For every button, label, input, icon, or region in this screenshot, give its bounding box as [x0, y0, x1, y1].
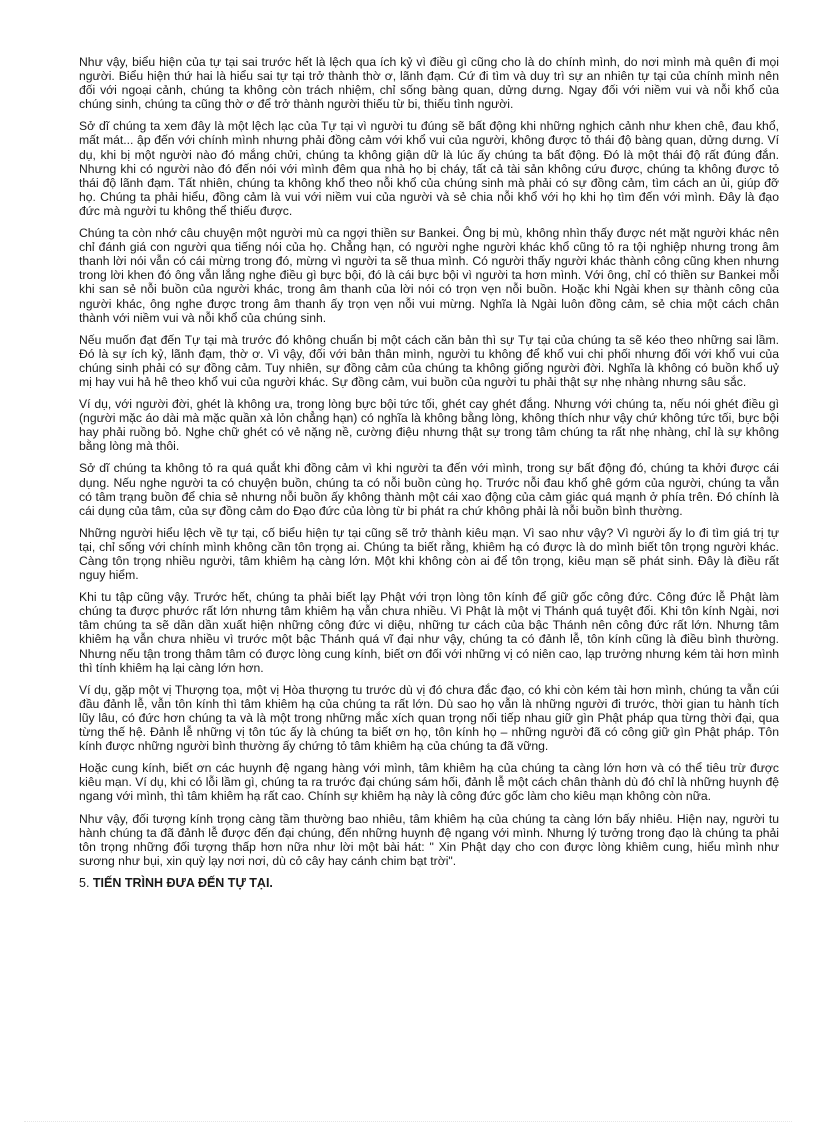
- document-page: [79, 55, 779, 890]
- paragraph-2: Sở dĩ chúng ta xem đây là một lệch lạc của Tự tại vì người tu đúng sẽ bất động khi những nghịch cảnh như khen chê, đau khổ, mất mát... ập đến với chính mình nhưng phải đồng cảm với khổ vui của người, không được tỏ thái độ bàng quan, dửng dưng. Ví dụ, khi bị một người nào đó mắng chửi, chúng ta không giận dữ là lúc ấy chúng ta bất động. Đó là một thái độ rất đúng đắn. Nhưng khi có người nào đó đến nói với mình đêm qua nhà họ bị cháy, tất cả tài sản không cứu được, chúng ta không được tỏ thái độ lãnh đạm. Tất nhiên, chúng ta không khổ theo nỗi khổ của chúng sinh mà phải có sự đồng cảm, tìm cách an ủi, giúp đỡ họ. Chúng ta phải hiểu, đồng cảm là vui với niềm vui của người và sẻ chia nỗi khổ với họ khi họ tìm đến với mình. Đây là đạo đức mà người tu không thể thiếu được.: [79, 119, 779, 218]
- paragraph-6: Sở dĩ chúng ta không tỏ ra quá quắt khi đồng cảm vì khi người ta đến với mình, trong sự bất động đó, chúng ta khởi được cái dụng. Nếu nghe người ta có chuyện buồn, chúng ta có nỗi buồn cùng họ. Trước nỗi đau khổ ghê gớm của người, chúng ta vẫn có tâm trạng buồn để chia sẻ nhưng nỗi buồn ấy không thành một cái xao động của cảm giác quá mạnh ở phía trên. Đó chính là cái dụng của tâm, của sự đồng cảm do Đạo đức của lòng từ bi phát ra chứ không phải là nỗi buồn bình thường.: [79, 461, 779, 518]
- paragraph-11: Như vậy, đối tượng kính trọng càng tầm thường bao nhiêu, tâm khiêm hạ của chúng ta càng lớn bấy nhiêu. Hiện nay, người tu hành chúng ta đã đảnh lễ được đến đại chúng, đến những huynh đệ ngang với mình. Nhưng lý tưởng trong đạo là chúng ta phải tôn trọng những đối tượng thấp hơn nữa như lời một bài hát: " Xin Phật dạy cho con được lòng khiêm cung, hiểu mình như sương như bụi, xin quỳ lạy nơi nơi, dù cỏ cây hay cánh chim bạt trời".: [79, 811, 779, 868]
- paragraph-8: Khi tu tập cũng vậy. Trước hết, chúng ta phải biết lạy Phật với trọn lòng tôn kính để giữ gốc công đức. Công đức lễ Phật làm chúng ta được phước rất lớn nhưng tâm khiêm hạ vẫn chưa nhiều. Vì Phật là một vị Thánh quá tuyệt đối. Khi tôn kính Ngài, nơi tâm chúng ta sẽ dần dần xuất hiện những công đức vi diệu, những tư cách của bậc Thánh nên công đức rất lớn. Nhưng tâm khiêm hạ vẫn chưa nhiều vì trước một bậc Thánh quá vĩ đại như vậy, chúng ta có đảnh lễ, tôn kính cũng là điều bình thường. Nhưng nếu tận trong thâm tâm có được lòng cung kính, biết ơn đối với những vị có niên cao, lạp trưởng nhưng kém tài hơn mình thì tính khiêm hạ lại càng lớn hơn.: [79, 590, 779, 675]
- section-title: TIẾN TRÌNH ĐƯA ĐẾN TỰ TẠI.: [92, 875, 273, 890]
- paragraph-5: Ví dụ, với người đời, ghét là không ưa, trong lòng bực bội tức tối, ghét cay ghét đắng. Nhưng với chúng ta, nếu nói ghét điều gì (người mặc áo dài mà mặc quần xà lỏn chẳng hạn) có nghĩa là không bằng lòng, không thích như vậy chứ không tức tối, bực bội hay phải ruồng bỏ. Nghe chữ ghét có vẻ nặng nề, cường điệu nhưng thật sự trong tâm chúng ta rất nhẹ nhàng, chỉ là sự không bằng lòng mà thôi.: [79, 397, 779, 454]
- paragraph-3: Chúng ta còn nhớ câu chuyện một người mù ca ngợi thiền sư Bankei. Ông bị mù, không nhìn thấy được nét mặt người khác nên chỉ đánh giá con người qua tiếng nói của họ. Chẳng hạn, có người nghe người khác khổ cũng tỏ ra tội nghiệp nhưng trong âm thanh lời nói vẫn có cái mừng trong đó, mừng vì người ta sẽ thua mình. Có người thấy người khác thành công cũng khen nhưng trong lời khen đó ông vẫn lắng nghe điều gì bực bội, đó là cái bực bội vì người ta hơn mình. Với ông, chỉ có thiền sư Bankei mỗi khi san sẻ nỗi buồn của người khác, trong âm thanh của lời nói có trọn vẹn nỗi buồn. Hoặc khi Ngài khen sự thành công của người khác, ông nghe được trong âm thanh ấy trọn vẹn nỗi vui mừng. Nghĩa là Ngài luôn đồng cảm, sẻ chia một cách chân thành với niềm vui và nỗi khổ của chúng sinh.: [79, 226, 779, 325]
- paragraph-10: Hoặc cung kính, biết ơn các huynh đệ ngang hàng với mình, tâm khiêm hạ của chúng ta càng lớn hơn và có thể tiêu trừ được kiêu mạn. Ví dụ, khi có lỗi lầm gì, chúng ta ra trước đại chúng sám hối, đảnh lễ một cách chân thành dù đó chỉ là những huynh đệ ngang với mình, thì tâm khiêm hạ rất cao. Chính sự khiêm hạ này là công đức gốc làm cho kiêu mạn không còn nữa.: [79, 761, 779, 804]
- paragraph-9: Ví dụ, gặp một vị Thượng tọa, một vị Hòa thượng tu trước dù vị đó chưa đắc đạo, có khi còn kém tài hơn mình, chúng ta vẫn cúi đầu đảnh lễ, vẫn tôn kính thì tâm khiêm hạ của chúng ta rất lớn. Dù sao họ vẫn là những người đi trước, thời gian tu hành tích lũy lâu, có đức hơn chúng ta và là một trong những mắc xích quan trọng nối tiếp nhau giữ gìn Phật pháp qua từng thời đại, qua từng thế hệ. Đảnh lễ những vị tôn túc ấy là chúng ta biết ơn họ, tôn kính họ – những người đã có công giữ gìn Phật pháp. Tôn kính được những người bình thường ấy chứng tỏ tâm khiêm hạ của chúng ta đã vững.: [79, 682, 779, 754]
- paragraph-4: Nếu muốn đạt đến Tự tại mà trước đó không chuẩn bị một cách căn bản thì sự Tự tại của chúng ta sẽ kéo theo những sai lầm. Đó là sự ích kỷ, lãnh đạm, thờ ơ. Vì vậy, đối với bản thân mình, người tu không để khổ vui chi phối nhưng đối với khổ vui của chúng sinh phải có sự đồng cảm. Tuy nhiên, sự đồng cảm của chúng ta không giống người đời. Nghĩa là không có buồn khổ uỷ mị hay vui hả hê theo khổ vui của người khác. Sự đồng cảm, vui buồn của người tu phải thật sự nhẹ nhàng nhưng sâu sắc.: [79, 332, 779, 389]
- section-number: 5.: [79, 875, 93, 890]
- paragraph-1: Như vậy, biểu hiện của tự tại sai trước hết là lệch qua ích kỷ vì điều gì cũng cho là do chính mình, do nơi mình mà quên đi mọi người. Biểu hiện thứ hai là hiểu sai tự tại trở thành thờ ơ, lãnh đạm. Cứ đi tìm và duy trì sự an nhiên tự tại của chính mình nên đối với ngoại cảnh, chúng ta không còn trách nhiệm, chỉ sống bàng quan, dửng dưng. Ngay đối với niềm vui và nỗi khổ của chúng sinh, chúng ta cũng thờ ơ để trở thành người thiếu từ bi, thiếu tình người.: [79, 55, 779, 112]
- paragraph-7: Những người hiểu lệch về tự tại, cố biểu hiện tự tại cũng sẽ trở thành kiêu mạn. Vì sao như vậy? Vì người ấy lo đi tìm giá trị tự tại, chỉ sống với chính mình không cần tôn trọng ai. Chúng ta biết rằng, khiêm hạ có được là do mình biết tôn trọng người khác. Càng tôn trọng nhiều người, tâm khiêm hạ càng lớn. Một khi không còn ai để tôn trọng, kiêu mạn sẽ phát sinh. Đây là điều rất nguy hiểm.: [79, 525, 779, 583]
- section-heading: [79, 876, 779, 890]
